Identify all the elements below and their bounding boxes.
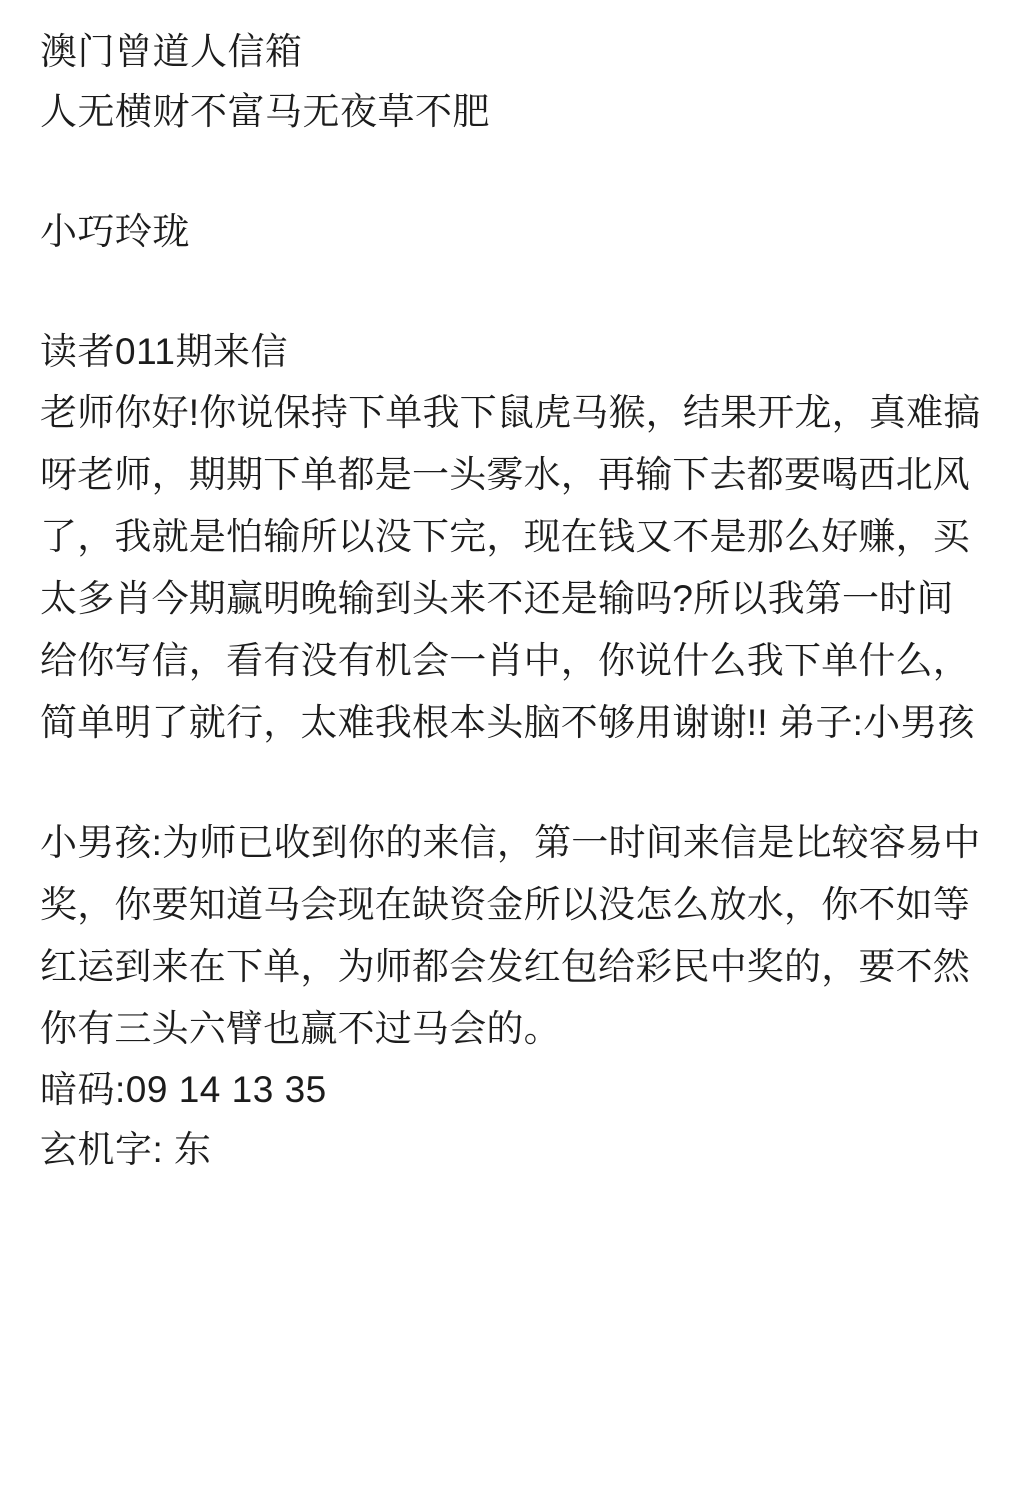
spacer-after-header: [40, 142, 983, 202]
reply-block: [40, 812, 983, 1060]
header-block: [40, 22, 983, 142]
letter-body: 老师你好!你说保持下单我下鼠虎马猴，结果开龙，真难搞呀老师，期期下单都是一头雾水，再输下去都要喝西北风了，我就是怕输所以没下完，现在钱又不是那么好赚，买太多肖今期赢明晚输到头来不还是输吗?所以我第一时间给你写信，看有没有机会一肖中，你说什么我下单什么，简单明了就行，太难我根本头脑不够用谢谢!! 弟子:小男孩: [40, 392, 981, 743]
footer-block: [40, 1060, 983, 1180]
idiom-text: 小巧玲珑: [40, 211, 190, 252]
mystery-character-line: 玄机字: 东: [40, 1129, 212, 1170]
spacer-after-idiom: [40, 262, 983, 322]
idiom-block: [40, 202, 983, 262]
reply-body: 小男孩:为师已收到你的来信，第一时间来信是比较容易中奖，你要知道马会现在缺资金所以没怎么放水，你不如等红运到来在下单，为师都会发红包给彩民中奖的，要不然你有三头六臂也赢不过马会的。: [40, 822, 981, 1049]
letter-block: [40, 322, 983, 754]
letter-heading: 读者011期来信: [40, 331, 288, 372]
spacer-after-letter: [40, 754, 983, 812]
document-title: 澳门曾道人信箱: [40, 31, 303, 72]
document-subtitle: 人无横财不富马无夜草不肥: [40, 91, 490, 132]
secret-code-line: 暗码:09 14 13 35: [40, 1069, 327, 1110]
